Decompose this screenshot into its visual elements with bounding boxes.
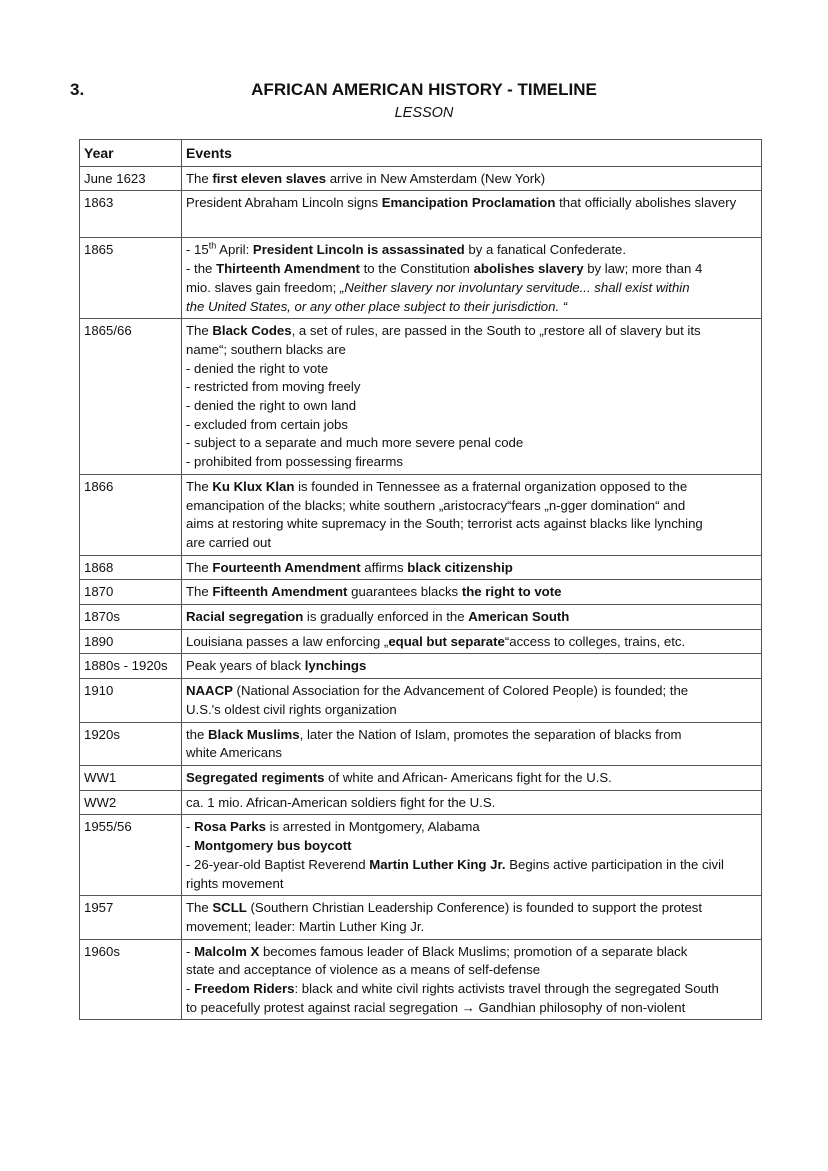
- event-text: are carried out: [186, 534, 272, 550]
- event-text: that officially abolishes slavery: [555, 195, 737, 211]
- event-emphasis: American South: [468, 609, 570, 625]
- event-text: (Southern Christian Leadership Conference) is founded to support the protest: [246, 900, 703, 916]
- event-text: The: [186, 323, 213, 339]
- event-text: ca. 1 mio. African-American soldiers fight for the U.S.: [186, 794, 496, 810]
- year-cell: 1866: [80, 474, 182, 555]
- event-text: name“; southern blacks are: [186, 341, 346, 357]
- table-header-row: [80, 140, 762, 167]
- events-cell: [182, 790, 762, 815]
- event-text: “access to colleges, trains, etc.: [504, 633, 686, 649]
- event-text: - 15: [186, 242, 209, 258]
- event-text: th: [208, 241, 217, 252]
- event-emphasis: Ku Klux Klan: [212, 478, 295, 494]
- event-line: [186, 260, 757, 279]
- event-text: - denied the right to own land: [186, 398, 357, 414]
- event-line: [186, 298, 757, 317]
- event-line: [186, 434, 757, 453]
- event-emphasis: black citizenship: [407, 559, 513, 575]
- event-line: [186, 497, 757, 516]
- table-row: [80, 580, 762, 605]
- event-text: the United States, or any other place subject to their jurisdiction. “: [186, 298, 568, 314]
- event-text: white Americans: [186, 745, 283, 761]
- event-emphasis: Black Muslims: [208, 726, 300, 742]
- event-text: - excluded from certain jobs: [186, 416, 348, 432]
- events-cell: [182, 679, 762, 722]
- event-text: to the Constitution: [359, 261, 474, 277]
- event-emphasis: SCLL: [212, 900, 247, 916]
- events-cell: [182, 722, 762, 765]
- table-row: [80, 790, 762, 815]
- event-text: : black and white civil rights activists travel through the segregated South: [294, 981, 719, 997]
- events-cell: [182, 580, 762, 605]
- year-column-header: Year: [80, 140, 182, 167]
- events-cell: [182, 555, 762, 580]
- event-emphasis: equal but separate: [388, 633, 505, 649]
- event-emphasis: Montgomery bus boycott: [194, 838, 352, 854]
- event-text: April:: [216, 242, 253, 258]
- event-line: [186, 943, 757, 962]
- events-cell: [182, 765, 762, 790]
- event-emphasis: Malcolm X: [194, 943, 260, 959]
- event-text: - restricted from moving freely: [186, 379, 361, 395]
- event-text: aims at restoring white supremacy in the South; terrorist acts against blacks like lynching: [186, 516, 703, 532]
- event-line: [186, 515, 757, 534]
- event-line: [186, 583, 757, 602]
- event-text: - the: [186, 261, 217, 277]
- year-cell: 1865/66: [80, 319, 182, 475]
- event-line: [186, 999, 757, 1018]
- event-emphasis: Fourteenth Amendment: [212, 559, 361, 575]
- events-cell: [182, 319, 762, 475]
- event-text: rights movement: [186, 875, 284, 891]
- section-number: 3.: [70, 80, 85, 99]
- event-line: [186, 194, 757, 213]
- page-title: AFRICAN AMERICAN HISTORY - TIMELINE: [251, 80, 597, 99]
- page-subtitle: LESSON: [394, 105, 454, 121]
- events-column-header: Events: [182, 140, 762, 167]
- event-text: The: [186, 559, 213, 575]
- event-text: The: [186, 584, 213, 600]
- timeline-table: [79, 139, 762, 1020]
- event-line: [186, 478, 757, 497]
- event-line: [186, 322, 757, 341]
- year-cell: June 1623: [80, 166, 182, 191]
- event-line: [186, 769, 757, 788]
- event-emphasis: the right to vote: [461, 584, 562, 600]
- event-emphasis: first eleven slaves: [212, 170, 327, 186]
- table-row: [80, 605, 762, 630]
- event-emphasis: Racial segregation: [186, 609, 304, 625]
- table-row: [80, 555, 762, 580]
- event-line: [186, 534, 757, 553]
- event-text: The: [186, 900, 213, 916]
- event-line: [186, 559, 757, 578]
- table-row: [80, 319, 762, 475]
- event-line: [186, 726, 757, 745]
- event-line: [186, 701, 757, 720]
- event-emphasis: NAACP: [186, 683, 233, 699]
- events-cell: [182, 238, 762, 319]
- event-emphasis: Rosa Parks: [194, 819, 266, 835]
- year-cell: 1960s: [80, 939, 182, 1020]
- event-line: [186, 378, 757, 397]
- year-cell: 1890: [80, 629, 182, 654]
- event-text: affirms: [360, 559, 408, 575]
- table-row: [80, 629, 762, 654]
- event-line: [186, 657, 757, 676]
- events-cell: [182, 939, 762, 1020]
- event-text: emancipation of the blacks; white southern „aristocracy“fears „n-gger domination“ and: [186, 497, 686, 513]
- event-line: [186, 170, 757, 189]
- event-text: -: [186, 838, 195, 854]
- event-text: mio. slaves gain freedom;: [186, 279, 340, 295]
- year-cell: 1868: [80, 555, 182, 580]
- event-line: [186, 633, 757, 652]
- events-cell: [182, 654, 762, 679]
- event-emphasis: Fifteenth Amendment: [212, 584, 348, 600]
- table-row: [80, 722, 762, 765]
- event-emphasis: President Lincoln is assassinated: [252, 242, 465, 258]
- event-emphasis: Martin Luther King Jr.: [369, 856, 506, 872]
- event-text: the: [186, 726, 208, 742]
- event-text: U.S.'s oldest civil rights organization: [186, 701, 397, 717]
- table-row: [80, 654, 762, 679]
- table-row: [80, 166, 762, 191]
- event-line: [186, 397, 757, 416]
- event-text: - denied the right to vote: [186, 360, 329, 376]
- table-row: [80, 679, 762, 722]
- event-line: [186, 918, 757, 937]
- event-text: by a fanatical Confederate.: [464, 242, 627, 258]
- event-text: -: [186, 819, 195, 835]
- event-text: Begins active participation in the civil: [505, 856, 724, 872]
- event-emphasis: Thirteenth Amendment: [216, 261, 360, 277]
- event-line: [186, 241, 757, 260]
- event-text: - prohibited from possessing firearms: [186, 454, 403, 470]
- event-emphasis: Segregated regiments: [186, 769, 325, 785]
- event-text: President Abraham Lincoln signs: [186, 195, 382, 211]
- event-text: -: [186, 943, 195, 959]
- event-line: [186, 341, 757, 360]
- event-line: [186, 818, 757, 837]
- event-text: - 26-year-old Baptist Reverend: [186, 856, 370, 872]
- event-line: [186, 682, 757, 701]
- table-row: [80, 815, 762, 896]
- event-text: of white and African- Americans fight for the U.S.: [324, 769, 612, 785]
- year-cell: 1920s: [80, 722, 182, 765]
- table-row: [80, 896, 762, 939]
- year-cell: WW2: [80, 790, 182, 815]
- event-line: [186, 453, 757, 472]
- event-emphasis: abolishes slavery: [473, 261, 584, 277]
- year-cell: 1880s - 1920s: [80, 654, 182, 679]
- year-cell: 1870: [80, 580, 182, 605]
- event-text: (National Association for the Advancement of Colored People) is founded; the: [232, 683, 689, 699]
- event-emphasis: Emancipation Proclamation: [381, 195, 556, 211]
- event-text: The: [186, 170, 213, 186]
- event-text: movement; leader: Martin Luther King Jr.: [186, 918, 425, 934]
- table-row: [80, 191, 762, 238]
- event-line: [186, 608, 757, 627]
- event-text: is founded in Tennessee as a fraternal organization opposed to the: [294, 478, 688, 494]
- event-line: [186, 899, 757, 918]
- event-line: [186, 856, 757, 875]
- event-line: [186, 875, 757, 894]
- year-cell: 1870s: [80, 605, 182, 630]
- events-cell: [182, 166, 762, 191]
- event-text: , later the Nation of Islam, promotes the separation of blacks from: [299, 726, 682, 742]
- event-text: The: [186, 478, 213, 494]
- events-cell: [182, 191, 762, 238]
- event-text: state and acceptance of violence as a means of self-defense: [186, 962, 541, 978]
- event-text: Peak years of black: [186, 658, 305, 674]
- event-text: „Neither slavery nor involuntary servitude... shall exist within: [339, 279, 690, 295]
- timeline-body: [80, 166, 762, 1020]
- table-row: [80, 939, 762, 1020]
- event-line: [186, 961, 757, 980]
- table-row: [80, 765, 762, 790]
- event-text: , a set of rules, are passed in the South to „restore all of slavery but its: [291, 323, 701, 339]
- event-text: -: [186, 981, 195, 997]
- event-text: to peacefully protest against racial segregation → Gandhian philosophy of non-violent: [186, 999, 686, 1015]
- year-cell: WW1: [80, 765, 182, 790]
- event-text: arrive in New Amsterdam (New York): [326, 170, 546, 186]
- event-emphasis: Black Codes: [212, 323, 292, 339]
- event-line: [186, 279, 757, 298]
- year-cell: 1910: [80, 679, 182, 722]
- year-cell: 1865: [80, 238, 182, 319]
- year-cell: 1955/56: [80, 815, 182, 896]
- event-text: guarantees blacks: [347, 584, 462, 600]
- events-cell: [182, 605, 762, 630]
- table-row: [80, 238, 762, 319]
- events-cell: [182, 629, 762, 654]
- year-cell: 1957: [80, 896, 182, 939]
- event-text: is gradually enforced in the: [303, 609, 469, 625]
- event-text: is arrested in Montgomery, Alabama: [265, 819, 480, 835]
- event-text: becomes famous leader of Black Muslims; promotion of a separate black: [259, 943, 688, 959]
- event-emphasis: Freedom Riders: [194, 981, 295, 997]
- event-emphasis: lynchings: [304, 658, 367, 674]
- events-cell: [182, 815, 762, 896]
- event-text: Louisiana passes a law enforcing „: [186, 633, 389, 649]
- event-line: [186, 416, 757, 435]
- table-row: [80, 474, 762, 555]
- event-line: [186, 980, 757, 999]
- event-line: [186, 744, 757, 763]
- events-cell: [182, 474, 762, 555]
- event-text: by law; more than 4: [583, 261, 703, 277]
- event-line: [186, 837, 757, 856]
- events-cell: [182, 896, 762, 939]
- event-line: [186, 794, 757, 813]
- event-text: - subject to a separate and much more severe penal code: [186, 435, 524, 451]
- year-cell: 1863: [80, 191, 182, 238]
- event-line: [186, 360, 757, 379]
